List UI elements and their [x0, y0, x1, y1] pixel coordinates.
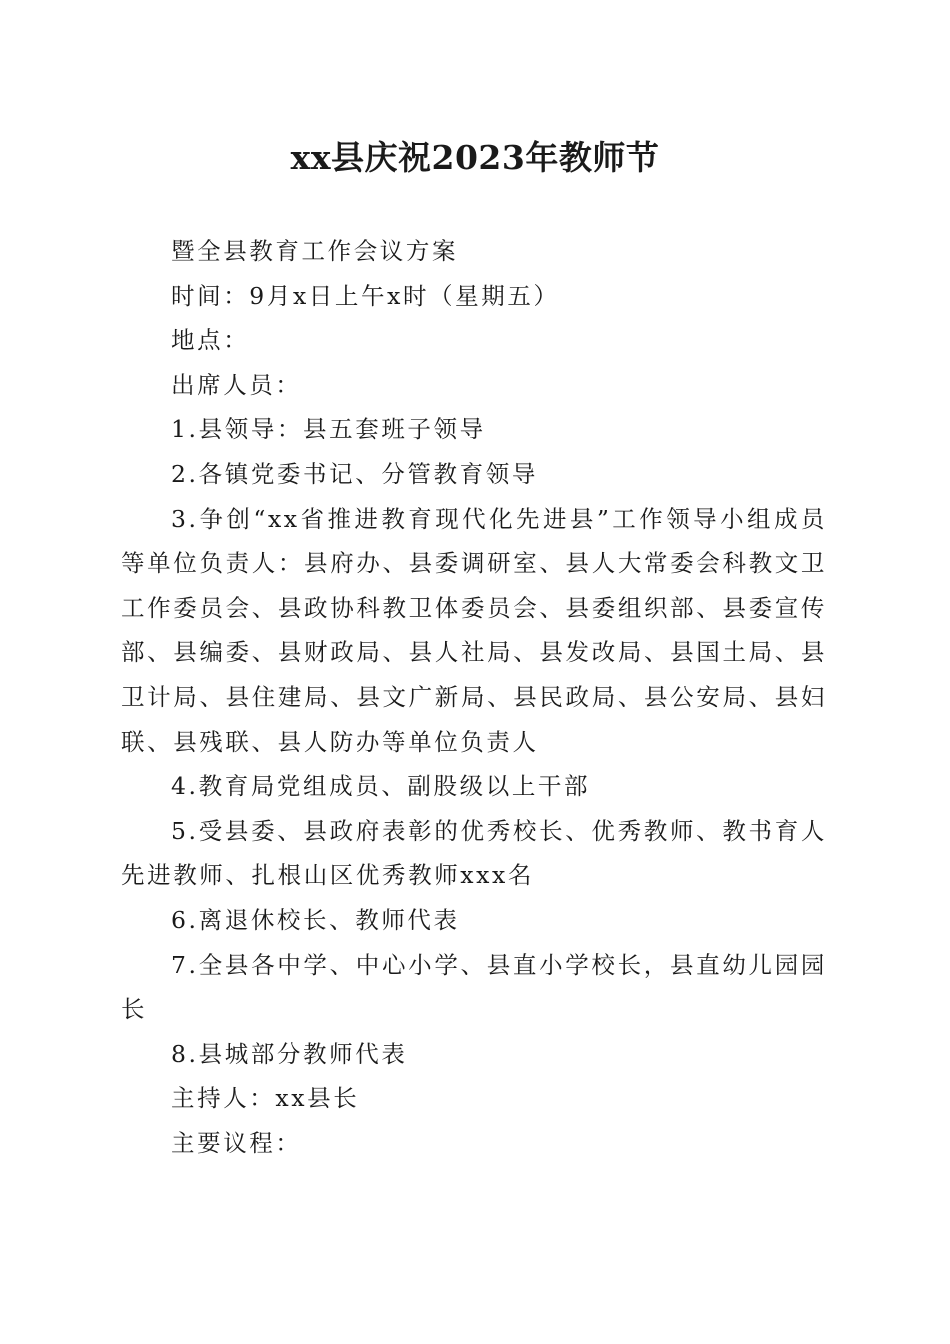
- paragraph-attendee-item-5: 5.受县委、县政府表彰的优秀校长、优秀教师、教书育人先进教师、扎根山区优秀教师xxx名: [121, 816, 827, 890]
- paragraph-attendee-item-8: 8.县城部分教师代表: [171, 1039, 408, 1068]
- paragraph-agenda-heading: 主要议程：: [171, 1128, 302, 1157]
- paragraph-host: 主持人：xx县长: [171, 1084, 360, 1113]
- document-title: xx县庆祝2023年教师节: [290, 138, 660, 177]
- paragraph-attendee-item-1: 1.县领导：县五套班子领导: [171, 415, 486, 444]
- paragraph-attendees-heading: 出席人员：: [171, 370, 302, 399]
- paragraph-subtitle: 暨全县教育工作会议方案: [171, 237, 459, 265]
- paragraph-attendee-item-3: 3.争创“xx省推进教育现代化先进县”工作领导小组成员等单位负责人：县府办、县委调研室、县人大常委会科教文卫工作委员会、县政协科教卫体委员会、县委组织部、县委宣传部、县编委、县财政局、县人社局、县发改局、县国土局、县卫计局、县住建局、县文广新局、县民政局、县公安局、县妇联、县残联、县人防办等单位负责人: [121, 504, 827, 756]
- paragraph-attendee-item-4: 4.教育局党组成员、副股级以上干部: [171, 772, 591, 801]
- paragraph-attendee-item-2: 2.各镇党委书记、分管教育领导: [171, 459, 538, 488]
- document-body: [121, 229, 827, 1165]
- paragraph-time: 时间：9月x日上午x时（星期五）: [171, 281, 560, 310]
- paragraph-attendee-item-7: 7.全县各中学、中心小学、县直小学校长，县直幼儿园园长: [121, 950, 827, 1024]
- paragraph-attendee-item-6: 6.离退休校长、教师代表: [171, 905, 460, 934]
- paragraph-location: 地点：: [171, 326, 250, 355]
